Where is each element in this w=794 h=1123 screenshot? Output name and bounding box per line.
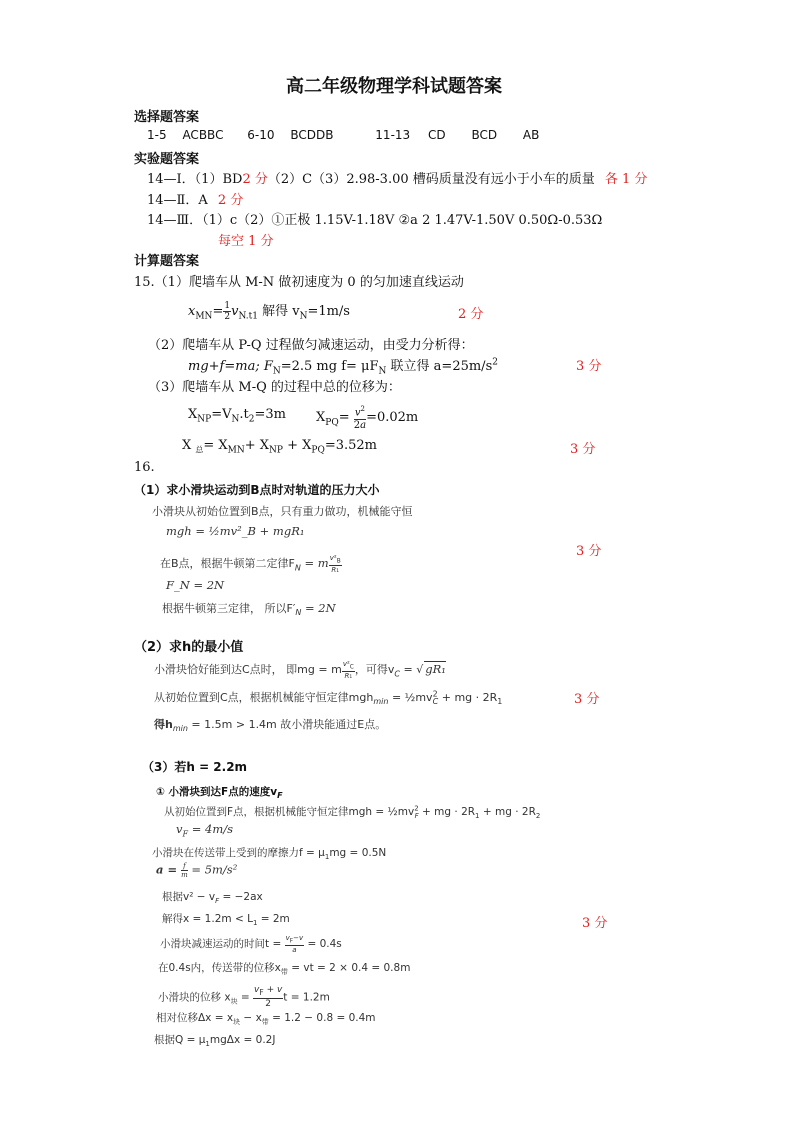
exp-heading: 实验题答案 — [134, 152, 200, 167]
q15-part1: 15.（1）爬墙车从 M-N 做初速度为 0 的匀加速直线运动 — [134, 275, 464, 290]
q16-s3-sub-text: ① 小滑块到达F点的速度v — [156, 786, 278, 798]
q16-s2-l3-a: 得h — [154, 718, 173, 731]
q16-s3-line4 — [156, 862, 237, 879]
q16-s3-l8-a: 在0.4s内，传送带的位移x — [158, 962, 281, 974]
q16-s3-l4-b: = 5m/s² — [187, 862, 238, 877]
q16-s3-l11-b: mgΔx = 0.2J — [209, 1034, 276, 1046]
q16-s2-l2-c: + mg · 2R — [438, 691, 498, 704]
q16-s1-line3: 根据牛顿第三定律， 所以$F'_N = 2N$ — [162, 601, 336, 618]
q15-part3: （3）爬墙车从 M-Q 的过程中总的位移为： — [148, 380, 401, 395]
q16-s3-line6: 解得$x = 1.2m < L_1 = 2m$ — [162, 913, 290, 928]
mc-g3-answer-3: AB — [522, 128, 540, 142]
mc-answers-row — [147, 128, 539, 142]
q16-s1-l2-a: 在B点，根据牛顿第二定律F — [160, 557, 295, 571]
q16-s3-line7 — [160, 934, 342, 954]
q15-f4-b: = X — [203, 438, 228, 453]
q16-s3-l3-a: 小滑块在传送带上受到的摩擦力f = μ — [152, 847, 325, 859]
q15-part2: （2）爬墙车从 P-Q 过程做匀减速运动，由受力分析得： — [148, 338, 474, 353]
exp-line-1 — [147, 168, 647, 187]
q15-f2-c: 联立得 a=25m/s — [386, 359, 493, 374]
q15-f3a-t: .t — [239, 407, 249, 422]
q15-f1-sub: MN — [195, 311, 213, 322]
q16-s3-l9-a: 小滑块的位移 x — [158, 991, 231, 1004]
q16-s2-l3-b: = 1.5m > 1.4m 故小滑块能通过E点。 — [187, 718, 387, 731]
q15-f4-result: =3.52m — [324, 438, 378, 453]
mc-g3-answer-1: CD — [428, 128, 446, 142]
q16-s3-subtitle: ① 小滑块到达F点的速度$v_F$ — [156, 786, 283, 801]
q16-s2-l1-c: = — [399, 663, 417, 677]
q15-f1-half: $\frac{1}{2}$ — [224, 301, 231, 322]
q15-f2-a: mg+f=ma; F — [188, 359, 273, 374]
q15-f1-sub2: N.t — [238, 311, 253, 322]
q15-f3a-eq: =V — [211, 407, 232, 422]
q16-s3-l9-b: = — [237, 991, 254, 1004]
q16-s3-l1-a: 从初始位置到F点，根据机械能守恒定律mgh = ½mv — [164, 806, 415, 818]
q16-s3-l5-a: 根据v² − v — [162, 891, 216, 903]
q16-s1-title: （1）求小滑块运动到B点时对轨道的压力大小 — [134, 483, 380, 497]
exp-l1-text2: （2）C（3）2.98-3.00 槽码质量没有远小于小车的质量 — [267, 172, 595, 187]
q16-s3-l8-b: = vt = 2 × 0.4 = 0.8m — [287, 962, 411, 974]
page-title: 高二年级物理学科试题答案 — [286, 76, 502, 97]
q16-s3-l1-c: + mg · 2R — [479, 806, 536, 818]
q16-s3-line10: 相对位移$\Delta x = x_块 - x_带 = 1.2 - 0.8 = 0.4m$ — [156, 1012, 376, 1027]
q15-f3b-x: X — [316, 410, 326, 426]
exp-l2-text: 14—Ⅱ．A — [147, 193, 208, 208]
exp-l3-score: 每空 1 分 — [218, 234, 274, 249]
q16-s2-score: 3 分 — [574, 692, 600, 707]
q16-s3-line2: $v_F = 4m/s$ — [176, 822, 234, 839]
q16-s1-formula2: F_N = 2N — [166, 578, 225, 592]
q16-s3-score: 3 分 — [582, 916, 608, 931]
q15-f3a-result: =3m — [254, 407, 286, 422]
mc-g3-label: 11-13 — [375, 128, 411, 142]
q16-s3-l1-b: + mg · 2R — [418, 806, 476, 818]
q16-s3-line11: 根据$Q = \mu_1mg\Delta x = 0.2J$ — [154, 1034, 276, 1049]
q16-s2-frac: $\frac{v^2_C}{\text{R₁}}$ — [342, 660, 354, 681]
q16-s3-line5: 根据$v^2 - v_F = -2ax$ — [162, 891, 263, 906]
q16-s3-l6-a: 解得x = 1.2m < L — [162, 913, 253, 925]
q16-s3-l10-c: = 1.2 − 0.8 = 0.4m — [268, 1012, 376, 1024]
q16-s1-l3-b: = 2N — [301, 601, 336, 615]
q16-s3-l7-a: 小滑块减速运动的时间t = — [160, 938, 285, 951]
q16-s1-line2: 在B点，根据牛顿第二定律$F_N = m$ $\frac{v^2_B}{\text{R₁}}$ — [160, 554, 341, 575]
q16-s3-l7-b: = 0.4s — [304, 938, 342, 951]
q16-s3-l6-b: = 2m — [257, 913, 290, 925]
q16-s3-l3-b: mg = 0.5N — [329, 847, 387, 859]
q15-f1-x: x — [188, 304, 196, 319]
q16-s3-l2-a: v — [176, 822, 183, 836]
q15-f1-tail: 解得 v — [257, 304, 300, 319]
q16-s1-l3-a: 根据牛顿第三定律， 所以F′ — [162, 602, 296, 615]
mc-heading: 选择题答案 — [134, 110, 200, 125]
calc-heading: 计算题答案 — [134, 254, 200, 269]
q16-s3-line3: 小滑块在传送带上受到的摩擦力$f = \mu_1mg = 0.5N$ — [152, 847, 387, 862]
q16-s3-l5-b: = −2ax — [219, 891, 263, 903]
q16-s2-title: （2）求h的最小值 — [134, 640, 244, 655]
q16-s2-line2: 从初始位置到C点，根据机械能守恒定律$mgh_{min} = \frac{1}{2}mv^2_C$ + mg · $2R_1$ — [154, 689, 503, 707]
q16-s2-l1-b: ，可得v — [354, 663, 395, 677]
q16-s1-formula1: mgh = ½mv²_B + mgR₁ — [166, 524, 305, 538]
q15-formula-3a: $X_{NP}=V_N.t_2=3m$ — [188, 407, 286, 425]
q16-s3-l9-c: t = 1.2m — [283, 991, 330, 1004]
exp-line-3: 14—Ⅲ．（1）c（2）①正极 1.15V-1.18V ②a 2 1.47V-1.50V 0.50Ω-0.53Ω — [147, 213, 603, 228]
q16-s3-title: （3）若h = 2.2m — [142, 760, 248, 774]
q16-s1-line1: 小滑块从初始位置到B点，只有重力做功，机械能守恒 — [152, 505, 413, 518]
q15-f4-c: + X — [244, 438, 270, 453]
q16-s2-line1: 小滑块恰好能到达C点时， 即mg = m $\frac{v^2_C}{\text{R₁}}$ ，可得$v_C$ = √ gR₁ — [154, 660, 446, 681]
q15-formula-2: mg+f=ma; $F_N=2.5$ mg $f= \mu F_N$ 联立得 $a=25m/s^2$ — [188, 357, 498, 377]
q16-s3-l7-frac: $\frac{v_F-v}{a}$ — [285, 934, 304, 955]
mc-g1-answers: ACBBC — [182, 128, 224, 142]
mc-g2-label: 6-10 — [247, 128, 275, 142]
q16-s1-frac: $\frac{v^2_B}{\text{R₁}}$ — [329, 554, 341, 575]
exp-l1-score: 2 分 — [242, 172, 268, 187]
q15-score-1: 2 分 — [458, 307, 484, 322]
q16-s3-l9-frac: $\frac{v_F + v}{2}$ — [254, 985, 283, 1009]
q15-f1-result: =1m/s — [307, 304, 350, 319]
q16-s3-l10-a: 相对位移Δx = x — [156, 1012, 234, 1024]
mc-g2-answers: BCDDB — [290, 128, 334, 142]
q15-f3b-frac: $\frac{v^2}{2a}$ — [353, 405, 367, 432]
q15-formula-3b: $X_{PQ}=$ $\frac{v^2}{2a}$ =0.02m — [316, 405, 419, 432]
exp-l1-text: 14—Ⅰ．（1）BD — [147, 172, 243, 187]
q16-s3-l11-a: 根据Q = μ — [154, 1034, 206, 1046]
q15-f4-x: X — [182, 438, 196, 453]
q16-s2-line3: 得$h_{min} = 1.5m > 1.4m$ 故小滑块能通过E点。 — [154, 718, 387, 734]
exp-line-2 — [147, 189, 243, 208]
q15-score-2: 3 分 — [576, 359, 602, 374]
q15-f4-d: + X — [282, 438, 312, 453]
mc-g3-answer-2: BCD — [471, 128, 498, 142]
q16-s3-l4-a: a = — [156, 862, 182, 877]
q16-s2-l1-a: 小滑块恰好能到达C点时， 即mg = m — [154, 663, 342, 677]
q15-formula-1: $x_{MN}=$ $\frac{1}{2}$ $v_{N.t1}$ 解得 $v_N=1m/s$ — [188, 301, 350, 322]
q15-f2-b: =2.5 mg f= μF — [280, 359, 379, 374]
exp-l1-score2: 各 1 分 — [604, 172, 648, 187]
q15-f1-v: v — [231, 304, 239, 319]
mc-g1-label: 1-5 — [147, 128, 167, 142]
q16-s3-l4-frac: $\frac{f}{m}$ — [181, 862, 188, 879]
q16-s1-score: 3 分 — [576, 544, 602, 559]
q15-score-3: 3 分 — [570, 442, 596, 457]
q15-f3a-x: X — [188, 407, 198, 422]
q16-s3-line1: 从初始位置到F点，根据机械能守恒定律mgh = $\frac{1}{2}mv^2_F$ + mg · $2R_1$ + mg · $2R_2$ — [164, 804, 541, 821]
q16-s3-line9: 小滑块的位移 $x_块$ = $\frac{v_F + v}{2}$ t = 1.2m — [158, 985, 330, 1009]
q16-s2-sqrt: gR₁ — [425, 662, 446, 677]
q16-s3-line8: 在0.4s内，传送带的位移$x_带$ = vt = 2 × 0.4 = 0.8m — [158, 962, 411, 977]
q15-f3b-result: =0.02m — [366, 410, 419, 426]
q16-s3-l2-b: = 4m/s — [188, 822, 234, 836]
q16-number: 16. — [134, 460, 155, 475]
q16-s2-l2-a: 从初始位置到C点，根据机械能守恒定律mgh — [154, 691, 374, 704]
q16-s1-l2-b: = m — [300, 556, 329, 571]
q15-formula-4: X $_总= X_{MN}+ X_{NP} + X_{PQ}=3.52m$ — [182, 438, 378, 456]
q16-s2-l2-b: = ½mv — [388, 691, 433, 704]
q16-s3-l10-b: − x — [240, 1012, 262, 1024]
exp-l2-score: 2 分 — [217, 193, 244, 208]
